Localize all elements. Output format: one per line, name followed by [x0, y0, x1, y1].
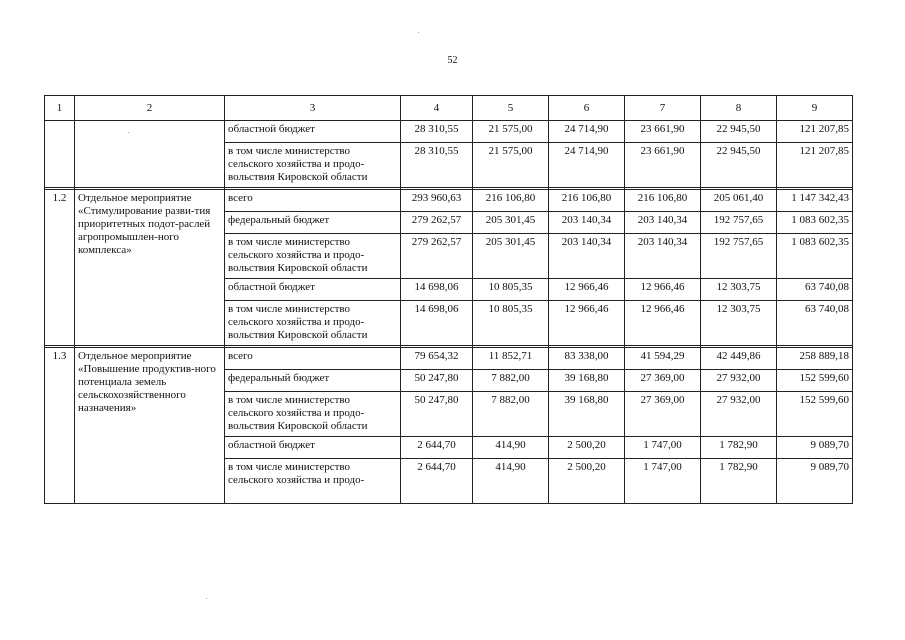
amount-cell: 293 960,63: [401, 190, 473, 212]
amount-cell: 14 698,06: [401, 279, 473, 301]
amount-cell: 21 575,00: [473, 121, 549, 143]
amount-cell: 7 882,00: [473, 370, 549, 392]
amount-cell: 1 747,00: [625, 459, 701, 504]
funding-source-label: областной бюджет: [225, 437, 401, 459]
amount-cell: 121 207,85: [777, 143, 853, 188]
amount-cell: 1 782,90: [701, 437, 777, 459]
header-cell: 7: [625, 96, 701, 121]
amount-cell: 22 945,50: [701, 121, 777, 143]
amount-cell: 12 966,46: [625, 279, 701, 301]
item-title: [75, 121, 225, 188]
amount-cell: 50 247,80: [401, 392, 473, 437]
amount-cell: 22 945,50: [701, 143, 777, 188]
amount-cell: 2 500,20: [549, 459, 625, 504]
amount-cell: 152 599,60: [777, 370, 853, 392]
amount-cell: 279 262,57: [401, 212, 473, 234]
amount-cell: 42 449,86: [701, 348, 777, 370]
scan-speck: [418, 32, 419, 33]
amount-cell: 27 369,00: [625, 370, 701, 392]
amount-cell: 203 140,34: [549, 212, 625, 234]
amount-cell: 203 140,34: [625, 212, 701, 234]
amount-cell: 63 740,08: [777, 279, 853, 301]
budget-table: [44, 95, 853, 504]
amount-cell: 27 369,00: [625, 392, 701, 437]
funding-source-label: областной бюджет: [225, 121, 401, 143]
amount-cell: 27 932,00: [701, 392, 777, 437]
item-title: Отдельное мероприятие «Повышение продуктив-ного потенциала земель сельскохозяйственного назначения»: [75, 348, 225, 504]
funding-source-label: в том числе министерство сельского хозяйства и продо-: [225, 459, 401, 504]
table-row: [45, 348, 853, 370]
amount-cell: 2 500,20: [549, 437, 625, 459]
item-number: 1.2: [45, 190, 75, 346]
amount-cell: 203 140,34: [549, 234, 625, 279]
amount-cell: 23 661,90: [625, 143, 701, 188]
amount-cell: 24 714,90: [549, 143, 625, 188]
amount-cell: 39 168,80: [549, 392, 625, 437]
amount-cell: 12 303,75: [701, 301, 777, 346]
amount-cell: 152 599,60: [777, 392, 853, 437]
amount-cell: 23 661,90: [625, 121, 701, 143]
header-row: [45, 96, 853, 121]
header-cell: 3: [225, 96, 401, 121]
amount-cell: 12 966,46: [549, 301, 625, 346]
amount-cell: 205 061,40: [701, 190, 777, 212]
funding-source-label: федеральный бюджет: [225, 370, 401, 392]
amount-cell: 50 247,80: [401, 370, 473, 392]
table-row: [45, 121, 853, 143]
amount-cell: 216 106,80: [625, 190, 701, 212]
amount-cell: 83 338,00: [549, 348, 625, 370]
amount-cell: 63 740,08: [777, 301, 853, 346]
header-cell: 6: [549, 96, 625, 121]
amount-cell: 279 262,57: [401, 234, 473, 279]
amount-cell: 24 714,90: [549, 121, 625, 143]
amount-cell: 41 594,29: [625, 348, 701, 370]
scan-speck: [206, 598, 207, 599]
funding-source-label: всего: [225, 348, 401, 370]
amount-cell: 192 757,65: [701, 234, 777, 279]
funding-source-label: в том числе министерство сельского хозяйства и продо-вольствия Кировской области: [225, 392, 401, 437]
amount-cell: 12 966,46: [625, 301, 701, 346]
amount-cell: 414,90: [473, 459, 549, 504]
page-number: 52: [447, 55, 458, 66]
amount-cell: 79 654,32: [401, 348, 473, 370]
header-cell: 9: [777, 96, 853, 121]
funding-source-label: в том числе министерство сельского хозяйства и продо-вольствия Кировской области: [225, 143, 401, 188]
funding-source-label: в том числе министерство сельского хозяйства и продо-вольствия Кировской области: [225, 301, 401, 346]
funding-source-label: в том числе министерство сельского хозяйства и продо-вольствия Кировской области: [225, 234, 401, 279]
amount-cell: 216 106,80: [549, 190, 625, 212]
amount-cell: 121 207,85: [777, 121, 853, 143]
header-cell: 2: [75, 96, 225, 121]
item-title: Отдельное мероприятие «Стимулирование разви-тия приоритетных подот-раслей агропромышлен-ного комплекса»: [75, 190, 225, 346]
amount-cell: 14 698,06: [401, 301, 473, 346]
amount-cell: 1 083 602,35: [777, 212, 853, 234]
amount-cell: 12 966,46: [549, 279, 625, 301]
amount-cell: 12 303,75: [701, 279, 777, 301]
header-cell: 1: [45, 96, 75, 121]
amount-cell: 2 644,70: [401, 437, 473, 459]
amount-cell: 27 932,00: [701, 370, 777, 392]
amount-cell: 1 782,90: [701, 459, 777, 504]
amount-cell: 414,90: [473, 437, 549, 459]
item-number: [45, 121, 75, 188]
amount-cell: 192 757,65: [701, 212, 777, 234]
amount-cell: 1 083 602,35: [777, 234, 853, 279]
amount-cell: 205 301,45: [473, 234, 549, 279]
amount-cell: 9 089,70: [777, 437, 853, 459]
amount-cell: 10 805,35: [473, 279, 549, 301]
amount-cell: 11 852,71: [473, 348, 549, 370]
amount-cell: 1 147 342,43: [777, 190, 853, 212]
funding-source-label: всего: [225, 190, 401, 212]
header-cell: 8: [701, 96, 777, 121]
amount-cell: 2 644,70: [401, 459, 473, 504]
amount-cell: 7 882,00: [473, 392, 549, 437]
funding-source-label: федеральный бюджет: [225, 212, 401, 234]
amount-cell: 9 089,70: [777, 459, 853, 504]
amount-cell: 10 805,35: [473, 301, 549, 346]
table-row: [45, 190, 853, 212]
amount-cell: 258 889,18: [777, 348, 853, 370]
funding-source-label: областной бюджет: [225, 279, 401, 301]
amount-cell: 203 140,34: [625, 234, 701, 279]
amount-cell: 39 168,80: [549, 370, 625, 392]
amount-cell: 216 106,80: [473, 190, 549, 212]
item-number: 1.3: [45, 348, 75, 504]
table-body: [45, 96, 853, 504]
scan-speck: [128, 132, 129, 133]
amount-cell: 21 575,00: [473, 143, 549, 188]
amount-cell: 1 747,00: [625, 437, 701, 459]
header-cell: 5: [473, 96, 549, 121]
amount-cell: 205 301,45: [473, 212, 549, 234]
header-cell: 4: [401, 96, 473, 121]
amount-cell: 28 310,55: [401, 121, 473, 143]
amount-cell: 28 310,55: [401, 143, 473, 188]
